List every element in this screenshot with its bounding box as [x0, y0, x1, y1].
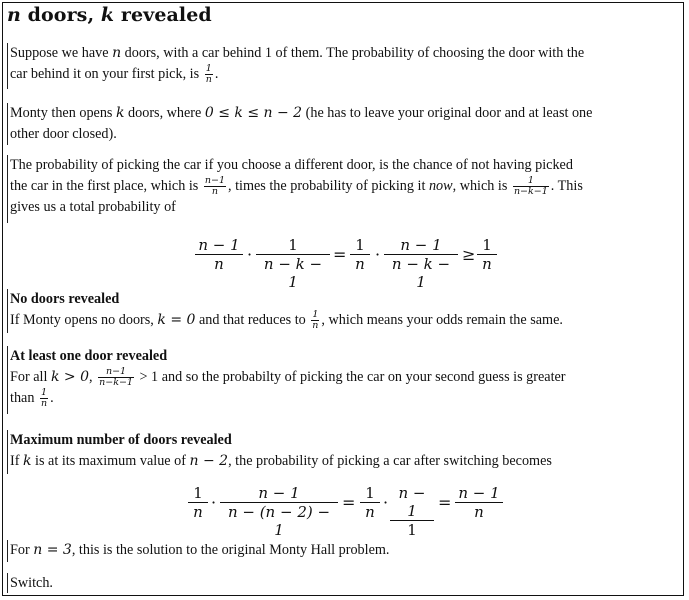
- page-title: n doors, k revealed: [7, 4, 212, 26]
- paragraph-n-equals-3: For n = 3, this is the solution to the original Monty Hall problem.: [7, 540, 679, 562]
- paragraph-probability: The probability of picking the car if you choose a different door, is the chance of not having picked the car in the first place, which is $\frac{n-1}{n}$ , times the probability of picking it now, which is $\frac{1}{n-k-1}$ . This gives us a total probability of: [7, 155, 679, 223]
- section-maximum: Maximum number of doors revealed If k is at its maximum value of n − 2, the probability of picking a car after switching becomes: [7, 430, 679, 474]
- section-no-doors: No doors revealed If Monty opens no doors, k = 0 and that reduces to $\frac{1}{n}$ , which means your odds remain the same.: [7, 289, 679, 333]
- section-heading: No doors revealed: [10, 291, 120, 307]
- conclusion-switch: Switch.: [7, 573, 679, 593]
- section-at-least-one: At least one door revealed For all k > 0, $\frac{n-1}{n-k-1}$ > 1 and so the probabilty of picking the car on your second guess is greater than $\frac{1}{n}$ .: [7, 346, 679, 414]
- section-heading: At least one door revealed: [10, 348, 168, 364]
- section-heading: Maximum number of doors revealed: [10, 432, 232, 448]
- paragraph-setup: Suppose we have n doors, with a car behind 1 of them. The probability of choosing the door with the car behind it on your first pick, is $\frac{1}{n}$ .: [7, 43, 679, 89]
- paragraph-monty-opens: Monty then opens k doors, where 0 ≤ k ≤ n − 2 (he has to leave your original door and at least one other door closed).: [7, 103, 679, 145]
